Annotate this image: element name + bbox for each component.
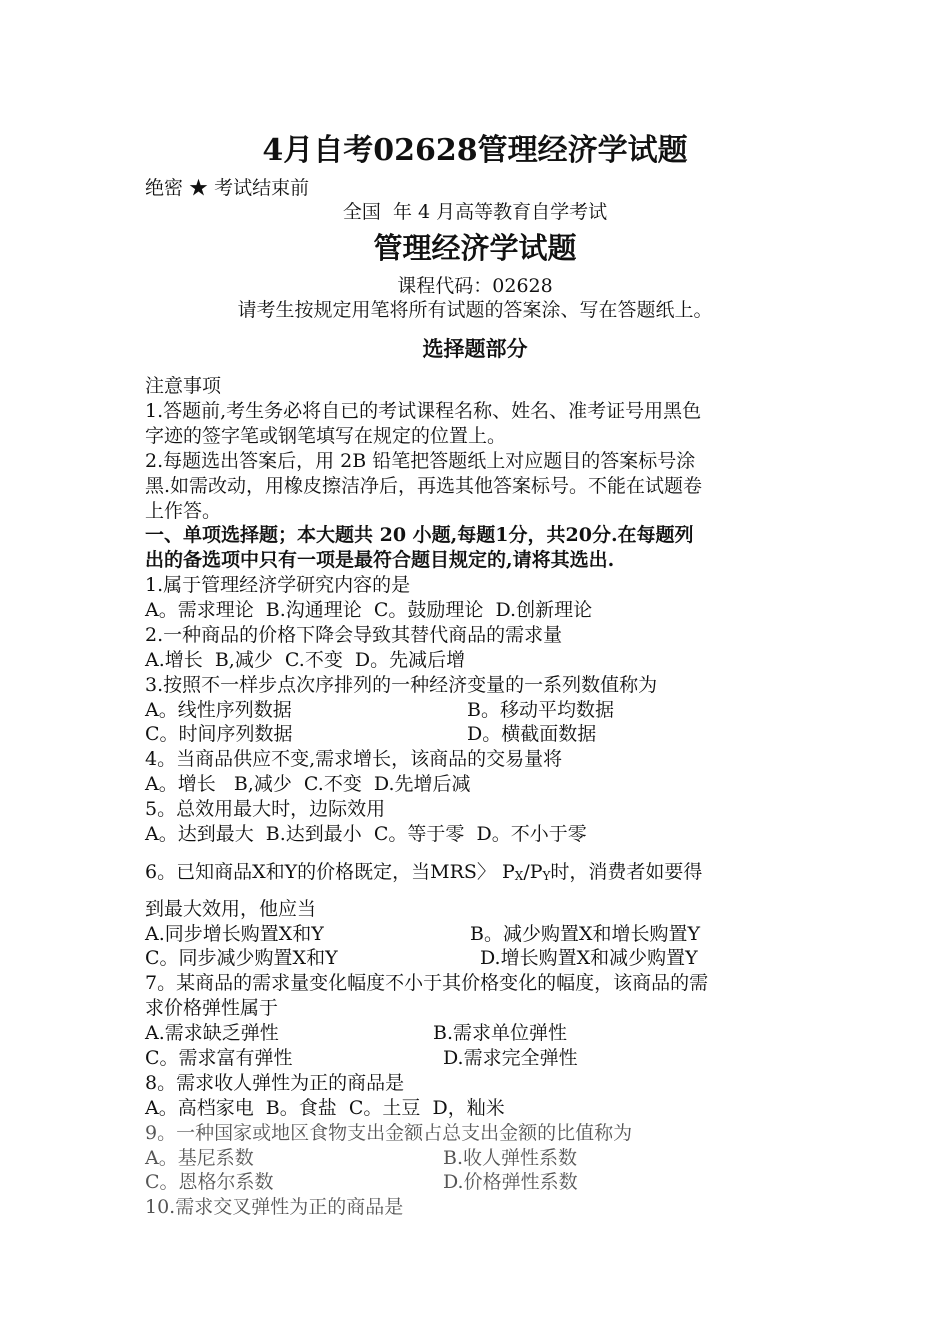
part-1-heading-line-2: 出的备选项中只有一项是最符合题目规定的,请将其选出. [145,549,615,571]
question-3-option-d: D。横截面数据 [467,723,597,745]
question-1: 1.属于管理经济学研究内容的是 [145,574,411,596]
question-6-option-a: A.同步增长购置X和Y [145,923,324,945]
exam-name: 全国 年 4 月高等教育自学考试 [342,201,608,223]
question-6-sub-y: Y [542,869,551,883]
question-1-options: A。需求理论 B.沟通理论 C。鼓励理论 D.创新理论 [145,599,593,621]
question-4-options: A。增长 B,减少 C.不变 D.先增后减 [145,773,471,795]
question-7-line-1: 7。某商品的需求量变化幅度不小于其价格变化的幅度，该商品的需 [145,972,709,994]
question-9: 9。一种国家或地区食物支出金额占总支出金额的比值称为 [145,1122,633,1144]
question-9-option-a: A。基尼系数 [145,1147,254,1169]
subject-title: 管理经济学试题 [373,231,577,265]
question-3-option-b: B。移动平均数据 [467,699,614,721]
question-7-option-b: B.需求单位弹性 [433,1022,568,1044]
question-2: 2.一种商品的价格下降会导致其替代商品的需求量 [145,624,563,646]
question-6-line-2: 到最大效用，他应当 [145,898,317,920]
question-4: 4。当商品供应不变,需求增长，该商品的交易量将 [145,748,563,770]
question-7-option-d: D.需求完全弹性 [443,1047,578,1069]
question-3: 3.按照不一样步点次序排列的一种经济变量的一系列数值称为 [145,674,658,696]
secret-label: 绝密 ★ 考试结束前 [145,177,310,199]
question-6-line-1 [145,860,702,889]
note-2-line-3: 上作答。 [145,500,222,522]
question-8-options: A。高档家电 B。食盐 C。土豆 D，籼米 [145,1097,505,1119]
note-1-line-1: 1.答题前,考生务必将自已的考试课程名称、姓名、准考证号用黑色 [145,400,702,422]
question-6-sub-x: X [514,869,524,883]
question-6-option-d: D.增长购置X和减少购置Y [480,947,698,969]
question-5: 5。总效用最大时，边际效用 [145,798,386,820]
question-2-options: A.增长 B,减少 C.不变 D。先减后增 [145,649,466,671]
question-6-text-a: 6。已知商品X和Y的价格既定，当MRS〉 P [145,861,515,883]
course-code: 课程代码：02628 [397,275,553,297]
question-7-line-2: 求价格弹性属于 [145,997,279,1019]
page-title: 4月自考02628管理经济学试题 [262,133,688,168]
question-3-option-a: A。线性序列数据 [145,699,292,721]
question-9-option-c: C。恩格尔系数 [145,1171,274,1193]
note-2-line-2: 黑.如需改动，用橡皮擦洁净后，再选其他答案标号。不能在试题卷 [145,475,703,497]
question-6-text-end: 时，消费者如要得 [550,861,703,883]
instruction-text: 请考生按规定用笔将所有试题的答案涂、写在答题纸上。 [237,299,713,321]
note-1-line-2: 字迹的签字笔或钢笔填写在规定的位置上。 [145,425,507,447]
section-title: 选择题部分 [422,337,528,361]
question-7-option-c: C。需求富有弹性 [145,1047,293,1069]
notes-heading: 注意事项 [145,375,222,397]
question-8: 8。需求收人弹性为正的商品是 [145,1072,405,1094]
question-6-option-c: C。同步减少购置X和Y [145,947,338,969]
question-7-option-a: A.需求缺乏弹性 [145,1022,279,1044]
part-1-heading-line-1: 一、单项选择题；本大题共 20 小题,每题1分，共20分.在每题列 [145,524,694,546]
note-2-line-1: 2.每题选出答案后，用 2B 铅笔把答题纸上对应题目的答案标号涂 [145,450,696,472]
question-6-option-b: B。减少购置X和增长购置Y [470,923,701,945]
question-10: 10.需求交叉弹性为正的商品是 [145,1196,404,1218]
question-3-option-c: C。时间序列数据 [145,723,293,745]
question-9-option-d: D.价格弹性系数 [443,1171,578,1193]
question-6-text-mid: /P [523,861,543,883]
question-5-options: A。达到最大 B.达到最小 C。等于零 D。不小于零 [145,823,587,845]
question-9-option-b: B.收人弹性系数 [443,1147,578,1169]
